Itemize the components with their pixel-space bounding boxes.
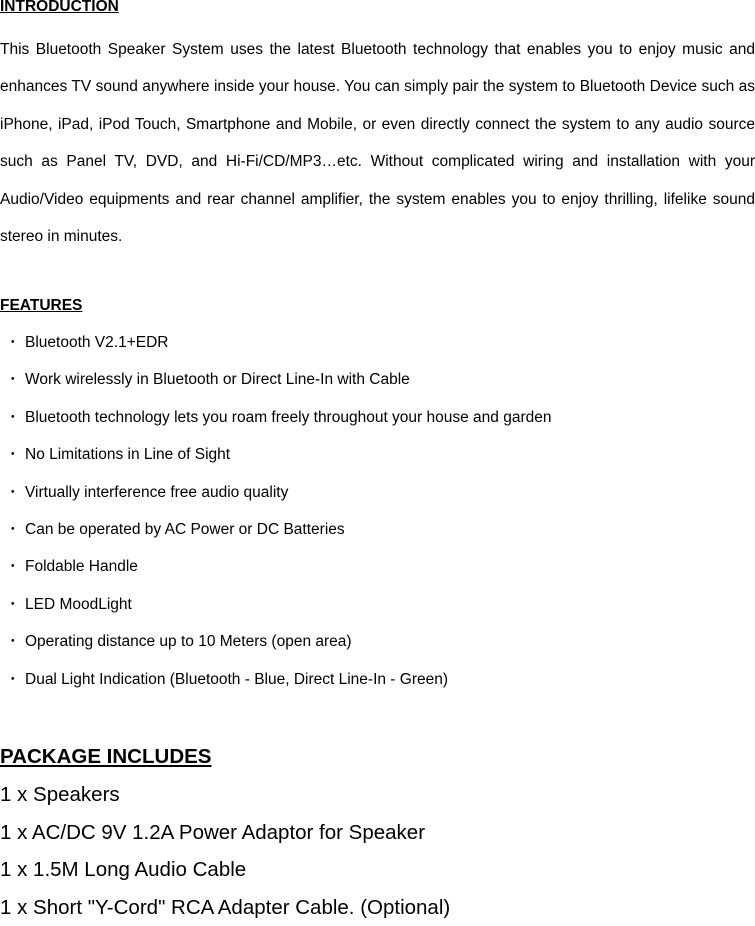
feature-text: Can be operated by AC Power or DC Batteries — [25, 521, 345, 538]
package-item: 1 x AC/DC 9V 1.2A Power Adaptor for Speaker — [0, 814, 450, 852]
feature-text: Foldable Handle — [25, 558, 138, 575]
feature-item — [0, 511, 755, 548]
feature-item — [0, 474, 755, 511]
features-heading: FEATURES — [0, 297, 82, 315]
bullet-icon: ・ — [0, 474, 25, 511]
bullet-icon: ・ — [0, 399, 25, 436]
feature-item — [0, 623, 755, 660]
package-item: 1 x 1.5M Long Audio Cable — [0, 851, 450, 889]
feature-item — [0, 661, 755, 698]
bullet-icon: ・ — [0, 324, 25, 361]
feature-item — [0, 586, 755, 623]
feature-text: LED MoodLight — [25, 596, 132, 613]
features-list — [0, 324, 755, 698]
bullet-icon: ・ — [0, 511, 25, 548]
bullet-icon: ・ — [0, 661, 25, 698]
feature-text: Bluetooth technology lets you roam freely throughout your house and garden — [25, 409, 552, 426]
bullet-icon: ・ — [0, 623, 25, 660]
feature-text: Dual Light Indication (Bluetooth - Blue, Direct Line-In - Green) — [25, 671, 448, 688]
bullet-icon: ・ — [0, 436, 25, 473]
package-list — [0, 776, 450, 926]
feature-item — [0, 324, 755, 361]
feature-item — [0, 399, 755, 436]
feature-text: No Limitations in Line of Sight — [25, 446, 230, 463]
feature-text: Virtually interference free audio quality — [25, 484, 288, 501]
package-includes-heading: PACKAGE INCLUDES — [0, 744, 211, 770]
package-item: 1 x Speakers — [0, 776, 450, 814]
bullet-icon: ・ — [0, 548, 25, 585]
feature-item — [0, 548, 755, 585]
package-item: 1 x Short "Y-Cord" RCA Adapter Cable. (Optional) — [0, 889, 450, 926]
bullet-icon: ・ — [0, 586, 25, 623]
feature-item — [0, 436, 755, 473]
feature-text: Operating distance up to 10 Meters (open area) — [25, 633, 352, 650]
introduction-paragraph: This Bluetooth Speaker System uses the latest Bluetooth technology that enables you to enjoy music and enhances TV sound anywhere inside your house. You can simply pair the system to Bluetooth Device such as iPhone, iPad, iPod Touch, Smartphone and Mobile, or even directly connect the system to any audio source such as Panel TV, DVD, and Hi-Fi/CD/MP3…etc. Without complicated wiring and installation with your Audio/Video equipments and rear channel amplifier, the system enables you to enjoy thrilling, lifelike sound stereo in minutes. — [0, 31, 755, 255]
introduction-heading: INTRODUCTION — [0, 0, 119, 16]
bullet-icon: ・ — [0, 361, 25, 398]
feature-item — [0, 361, 755, 398]
feature-text: Bluetooth V2.1+EDR — [25, 334, 168, 351]
feature-text: Work wirelessly in Bluetooth or Direct Line-In with Cable — [25, 371, 410, 388]
